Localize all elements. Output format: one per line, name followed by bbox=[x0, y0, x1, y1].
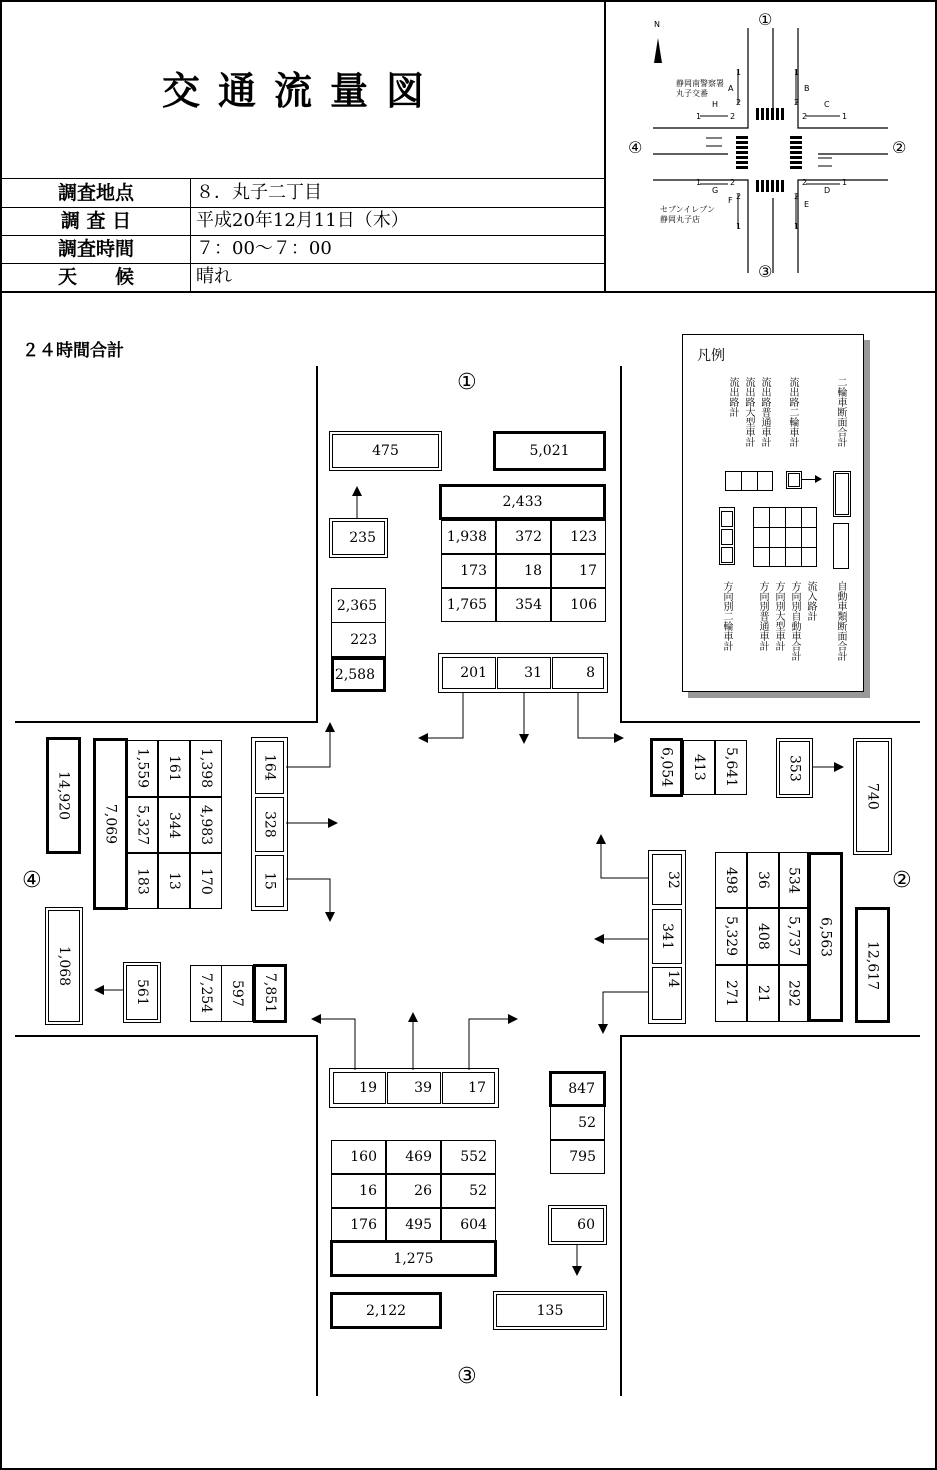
s-dir-total-cell: 495 bbox=[386, 1208, 441, 1242]
w-dir-moto-cell: 164 bbox=[255, 741, 284, 794]
e-inflow-total: 6,563 bbox=[808, 852, 843, 1022]
s-out-large: 52 bbox=[550, 1107, 605, 1140]
s-dir-moto-cell: 17 bbox=[442, 1072, 495, 1104]
e-moto-cross-total: 740 bbox=[853, 738, 892, 855]
legend-dir-moto-boxes bbox=[721, 529, 733, 545]
approach-label-e: ② bbox=[892, 868, 912, 893]
w-out-normal: 7,254 bbox=[190, 965, 222, 1022]
n-moto-cross-total: 475 bbox=[329, 431, 442, 471]
map-landmark-bottom-1: セブンイレブン bbox=[660, 205, 715, 214]
s-dir-moto-cell: 19 bbox=[333, 1072, 386, 1104]
legend-label: 流入路計 bbox=[805, 581, 816, 621]
s-out-moto: 60 bbox=[548, 1205, 607, 1245]
map-lane-num: 1 bbox=[696, 112, 702, 121]
value-weather: 晴れ bbox=[196, 266, 232, 287]
s-dir-normal-cell: 160 bbox=[331, 1140, 386, 1174]
s-dir-moto-cell: 39 bbox=[387, 1072, 441, 1104]
s-dir-large-cell: 26 bbox=[386, 1174, 441, 1208]
w-dir-moto-cell: 328 bbox=[255, 797, 284, 852]
n-out-moto: 235 bbox=[329, 518, 388, 558]
legend-label: 方向別普通車計 bbox=[757, 581, 768, 651]
value-date: 平成20年12月11日（木） bbox=[196, 210, 409, 231]
w-dir-moto-cell: 15 bbox=[255, 855, 284, 907]
n-dir-moto-cell: 31 bbox=[497, 657, 551, 689]
legend-label: 流出路大型車計 bbox=[743, 377, 754, 447]
n-out-normal: 2,365 bbox=[331, 588, 386, 623]
label-time: 調査時間 bbox=[57, 238, 134, 260]
map-lane-num: 1 bbox=[736, 222, 742, 231]
legend-grid bbox=[753, 507, 817, 567]
e-dir-total-cell: 292 bbox=[779, 965, 808, 1022]
w-out-large: 597 bbox=[222, 965, 253, 1022]
approach-label-n: ① bbox=[457, 370, 477, 395]
n-dir-normal-cell: 106 bbox=[551, 588, 606, 622]
map-point-b: B bbox=[804, 84, 810, 93]
e-dir-large-cell: 408 bbox=[747, 908, 779, 965]
legend-moto-cross-box bbox=[833, 471, 851, 517]
w-dir-large-cell: 161 bbox=[158, 740, 190, 797]
legend-moto-box bbox=[786, 471, 802, 489]
legend-outflow-boxes bbox=[757, 471, 758, 491]
map-landmark-top-1: 静岡南警察署 bbox=[676, 79, 724, 88]
map-lane-num: 2 bbox=[730, 178, 736, 187]
e-auto-cross-total: 12,617 bbox=[855, 907, 890, 1023]
map-lane-num: 2 bbox=[730, 112, 736, 121]
n-dir-normal-cell: 1,765 bbox=[441, 588, 496, 622]
e-dir-normal-cell: 5,329 bbox=[715, 908, 747, 965]
approach-label-w: ④ bbox=[22, 868, 42, 893]
label-weather: 天 候 bbox=[57, 266, 134, 288]
map-approach-s: ③ bbox=[758, 262, 773, 281]
e-dir-moto-cell: 14 bbox=[652, 967, 682, 1020]
w-out-total: 7,851 bbox=[253, 964, 287, 1023]
legend-label: 方向別自動車合計 bbox=[789, 581, 800, 661]
label-date: 調 査 日 bbox=[60, 210, 132, 232]
n-auto-cross-total: 5,021 bbox=[493, 431, 606, 471]
n-inflow-total: 2,433 bbox=[439, 484, 606, 520]
w-inflow-total: 7,069 bbox=[93, 738, 128, 910]
map-point-a: A bbox=[728, 84, 734, 93]
w-dir-total-cell: 5,327 bbox=[127, 797, 158, 853]
map-lane-num: 2 bbox=[736, 192, 742, 201]
map-point-h: H bbox=[712, 100, 719, 109]
s-dir-normal-cell: 469 bbox=[386, 1140, 441, 1174]
w-dir-total-cell: 1,559 bbox=[127, 740, 158, 797]
e-dir-total-cell: 534 bbox=[779, 852, 808, 908]
s-dir-normal-cell: 552 bbox=[441, 1140, 496, 1174]
value-location: ８．丸子二丁目 bbox=[196, 182, 322, 203]
w-auto-cross-total: 14,920 bbox=[46, 737, 81, 854]
map-point-g: G bbox=[712, 186, 719, 195]
w-dir-normal-cell: 1,398 bbox=[190, 740, 222, 797]
e-dir-normal-cell: 271 bbox=[715, 965, 747, 1022]
map-lane-num: 1 bbox=[696, 178, 702, 187]
e-dir-normal-cell: 498 bbox=[715, 852, 747, 908]
legend-arrow-line bbox=[802, 479, 816, 480]
map-lane-num: 2 bbox=[802, 112, 808, 121]
w-dir-large-cell: 344 bbox=[158, 797, 190, 853]
map-landmark-bottom-2: 静岡丸子店 bbox=[660, 215, 700, 224]
legend-label: 流出路二輪車計 bbox=[787, 377, 798, 447]
map-lane-num: 2 bbox=[794, 98, 800, 107]
map-approach-e: ② bbox=[892, 138, 907, 157]
legend-dir-moto-boxes bbox=[721, 511, 733, 527]
e-dir-large-cell: 36 bbox=[747, 852, 779, 908]
legend-label: 方向別大型車計 bbox=[773, 581, 784, 651]
legend-outflow-boxes bbox=[725, 471, 773, 491]
n-dir-moto-cell: 8 bbox=[552, 657, 604, 689]
legend-arrow-head bbox=[815, 475, 822, 483]
legend-label: 方向別二輪車計 bbox=[721, 581, 732, 651]
w-moto-cross-total: 1,068 bbox=[45, 907, 83, 1025]
value-time: ７：00～７：00 bbox=[196, 238, 332, 259]
label-location: 調査地点 bbox=[57, 182, 134, 204]
n-out-total: 2,588 bbox=[331, 657, 386, 692]
map-point-d: D bbox=[824, 186, 831, 195]
map-approach-w: ④ bbox=[628, 138, 643, 157]
n-dir-total-cell: 1,938 bbox=[441, 520, 496, 554]
map-point-f: F bbox=[728, 196, 733, 205]
w-out-moto: 561 bbox=[123, 962, 161, 1023]
legend-outflow-boxes bbox=[741, 471, 742, 491]
s-out-normal: 795 bbox=[550, 1140, 605, 1174]
e-dir-large-cell: 21 bbox=[747, 965, 779, 1022]
e-out-moto: 353 bbox=[776, 738, 813, 798]
map-lane-num: 1 bbox=[794, 68, 800, 77]
e-dir-moto-cell: 32 bbox=[652, 854, 682, 905]
n-dir-total-cell: 123 bbox=[551, 520, 606, 554]
w-dir-normal-cell: 4,983 bbox=[190, 797, 222, 853]
e-out-large: 413 bbox=[683, 740, 715, 795]
s-dir-large-cell: 52 bbox=[441, 1174, 496, 1208]
w-dir-normal-cell: 170 bbox=[190, 853, 222, 909]
n-out-large: 223 bbox=[331, 623, 386, 657]
e-out-total: 6,054 bbox=[650, 738, 683, 797]
w-dir-total-cell: 183 bbox=[127, 853, 158, 909]
map-point-e: E bbox=[804, 200, 810, 209]
e-dir-moto-cell: 341 bbox=[652, 909, 682, 964]
legend-title: 凡例 bbox=[697, 348, 725, 364]
map-landmark-top-2: 丸子交番 bbox=[676, 89, 708, 98]
map-lane-num: 1 bbox=[842, 112, 848, 121]
map-lane-num: 1 bbox=[736, 68, 742, 77]
approach-label-s: ③ bbox=[457, 1364, 477, 1389]
map-lane-num: 2 bbox=[736, 98, 742, 107]
legend-label: 二輪車断面合計 bbox=[835, 377, 846, 447]
s-out-total: 847 bbox=[549, 1071, 606, 1107]
legend bbox=[682, 334, 864, 692]
diagram-subtitle: ２４時間合計 bbox=[22, 341, 124, 361]
page-title: 交通流量図 bbox=[161, 69, 442, 113]
map-lane-num: 2 bbox=[794, 192, 800, 201]
map-lane-num: 1 bbox=[794, 222, 800, 231]
n-dir-total-cell: 372 bbox=[496, 520, 551, 554]
legend-dir-moto-boxes bbox=[721, 547, 733, 563]
w-dir-large-cell: 13 bbox=[158, 853, 190, 909]
map-lane-num: 1 bbox=[842, 178, 848, 187]
map-approach-n: ① bbox=[758, 10, 773, 29]
s-moto-cross-total: 135 bbox=[493, 1291, 607, 1330]
legend-label: 流出路普通車計 bbox=[759, 377, 770, 447]
s-dir-large-cell: 16 bbox=[331, 1174, 386, 1208]
legend-label: 自動車類断面合計 bbox=[835, 581, 846, 661]
s-dir-total-cell: 176 bbox=[331, 1208, 386, 1242]
map-north-label: N bbox=[654, 20, 660, 29]
s-inflow-total: 1,275 bbox=[330, 1240, 497, 1277]
s-dir-total-cell: 604 bbox=[441, 1208, 496, 1242]
n-dir-large-cell: 173 bbox=[441, 554, 496, 588]
legend-auto-cross-box bbox=[833, 523, 849, 569]
e-out-normal: 5,641 bbox=[715, 740, 747, 795]
n-dir-normal-cell: 354 bbox=[496, 588, 551, 622]
n-dir-large-cell: 17 bbox=[551, 554, 606, 588]
map-point-c: C bbox=[824, 100, 830, 109]
n-dir-moto-cell: 201 bbox=[442, 657, 496, 689]
e-dir-total-cell: 5,737 bbox=[779, 908, 808, 965]
legend-label: 流出路計 bbox=[727, 377, 738, 417]
n-dir-large-cell: 18 bbox=[496, 554, 551, 588]
map-lane-num: 2 bbox=[802, 178, 808, 187]
s-auto-cross-total: 2,122 bbox=[330, 1292, 442, 1329]
